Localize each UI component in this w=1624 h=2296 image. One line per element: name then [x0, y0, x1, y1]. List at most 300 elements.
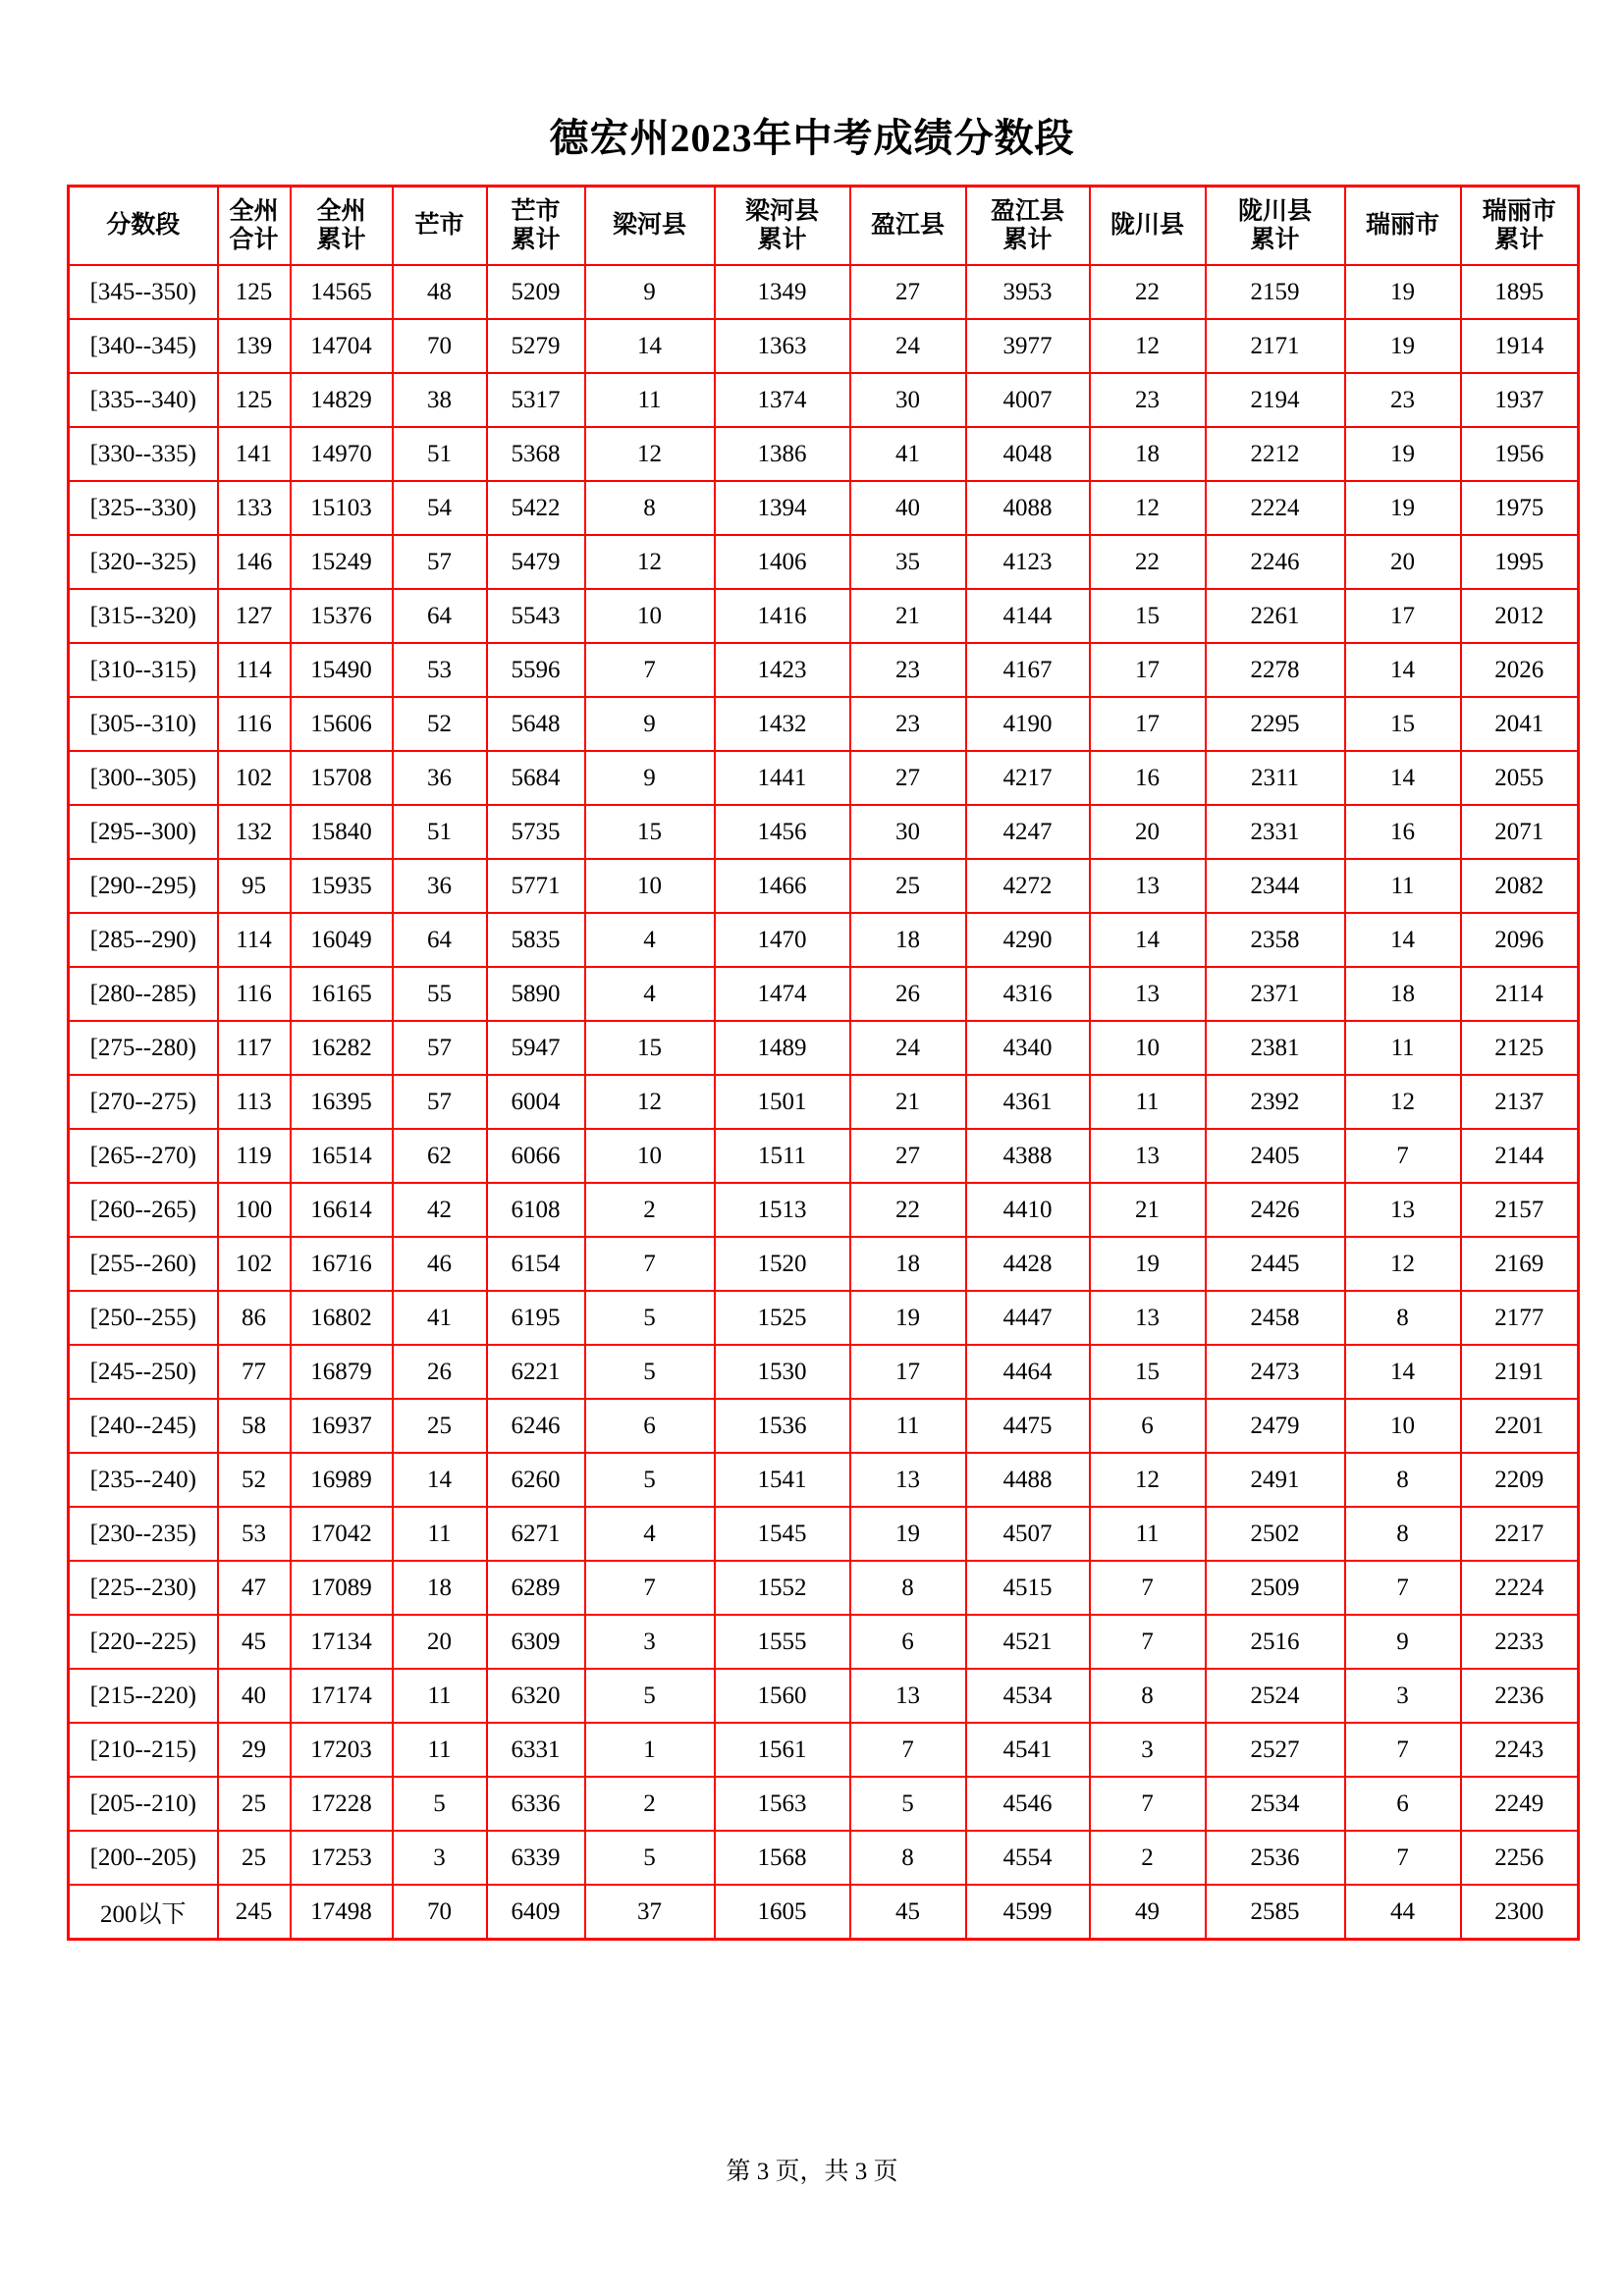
data-cell: 2041 — [1461, 697, 1579, 751]
score-band-cell: [335--340) — [69, 373, 218, 427]
data-cell: 55 — [393, 967, 487, 1021]
data-cell: 22 — [1090, 265, 1206, 319]
data-cell: 2 — [585, 1777, 715, 1831]
score-band-cell: [220--225) — [69, 1615, 218, 1669]
data-cell: 2169 — [1461, 1237, 1579, 1291]
data-cell: 16879 — [291, 1345, 393, 1399]
data-cell: 4507 — [966, 1507, 1090, 1561]
data-cell: 2331 — [1206, 805, 1345, 859]
score-band-cell: [325--330) — [69, 481, 218, 535]
table-row — [69, 1183, 1579, 1237]
score-band-cell: [340--345) — [69, 319, 218, 373]
column-header-10 — [1206, 187, 1345, 266]
data-cell: 25 — [393, 1399, 487, 1453]
data-cell: 6 — [1090, 1399, 1206, 1453]
data-cell: 17498 — [291, 1885, 393, 1940]
data-cell: 2249 — [1461, 1777, 1579, 1831]
data-cell: 17 — [1345, 589, 1461, 643]
data-cell: 4340 — [966, 1021, 1090, 1075]
data-cell: 5 — [585, 1453, 715, 1507]
data-cell: 1956 — [1461, 427, 1579, 481]
table-row — [69, 1021, 1579, 1075]
data-cell: 2209 — [1461, 1453, 1579, 1507]
data-cell: 12 — [585, 1075, 715, 1129]
score-band-cell: [280--285) — [69, 967, 218, 1021]
data-cell: 133 — [218, 481, 291, 535]
data-cell: 4546 — [966, 1777, 1090, 1831]
data-cell: 4464 — [966, 1345, 1090, 1399]
data-cell: 7 — [585, 1237, 715, 1291]
data-cell: 8 — [1345, 1507, 1461, 1561]
table-row — [69, 1453, 1579, 1507]
score-band-cell: [310--315) — [69, 643, 218, 697]
data-cell: 1530 — [715, 1345, 850, 1399]
data-cell: 5648 — [487, 697, 585, 751]
table-row — [69, 643, 1579, 697]
data-cell: 10 — [1345, 1399, 1461, 1453]
data-cell: 18 — [850, 1237, 966, 1291]
data-cell: 14 — [1345, 1345, 1461, 1399]
data-cell: 18 — [850, 913, 966, 967]
data-cell: 4088 — [966, 481, 1090, 535]
data-cell: 25 — [218, 1831, 291, 1885]
table-row — [69, 481, 1579, 535]
data-cell: 2071 — [1461, 805, 1579, 859]
data-cell: 5 — [393, 1777, 487, 1831]
data-cell: 49 — [1090, 1885, 1206, 1940]
data-cell: 1489 — [715, 1021, 850, 1075]
table-header — [69, 187, 1579, 266]
data-cell: 8 — [1345, 1291, 1461, 1345]
data-cell: 1525 — [715, 1291, 850, 1345]
data-cell: 2194 — [1206, 373, 1345, 427]
column-header-3 — [393, 187, 487, 266]
data-cell: 5684 — [487, 751, 585, 805]
data-cell: 23 — [1345, 373, 1461, 427]
data-cell: 19 — [1090, 1237, 1206, 1291]
data-cell: 16937 — [291, 1399, 393, 1453]
data-cell: 17 — [1090, 697, 1206, 751]
data-cell: 14 — [393, 1453, 487, 1507]
data-cell: 41 — [393, 1291, 487, 1345]
data-cell: 58 — [218, 1399, 291, 1453]
data-cell: 53 — [218, 1507, 291, 1561]
data-cell: 5947 — [487, 1021, 585, 1075]
data-cell: 2114 — [1461, 967, 1579, 1021]
column-header-line1: 瑞丽市 — [1365, 212, 1439, 240]
data-cell: 22 — [1090, 535, 1206, 589]
data-cell: 4290 — [966, 913, 1090, 967]
data-cell: 14565 — [291, 265, 393, 319]
data-cell: 11 — [393, 1669, 487, 1723]
data-cell: 5835 — [487, 913, 585, 967]
data-cell: 21 — [1090, 1183, 1206, 1237]
data-cell: 14 — [1090, 913, 1206, 967]
data-cell: 16989 — [291, 1453, 393, 1507]
data-cell: 27 — [850, 1129, 966, 1183]
data-cell: 1406 — [715, 535, 850, 589]
data-cell: 1441 — [715, 751, 850, 805]
data-cell: 2344 — [1206, 859, 1345, 913]
score-band-cell: [265--270) — [69, 1129, 218, 1183]
data-cell: 37 — [585, 1885, 715, 1940]
data-cell: 2261 — [1206, 589, 1345, 643]
column-header-line1: 全州 — [316, 197, 366, 225]
score-band-cell: [300--305) — [69, 751, 218, 805]
score-band-cell: [230--235) — [69, 1507, 218, 1561]
data-cell: 14 — [1345, 913, 1461, 967]
score-band-cell: [345--350) — [69, 265, 218, 319]
data-cell: 20 — [1090, 805, 1206, 859]
data-cell: 15 — [1090, 589, 1206, 643]
column-header-7 — [850, 187, 966, 266]
data-cell: 4247 — [966, 805, 1090, 859]
data-cell: 4167 — [966, 643, 1090, 697]
data-cell: 57 — [393, 535, 487, 589]
data-cell: 2224 — [1461, 1561, 1579, 1615]
table-row — [69, 967, 1579, 1021]
data-cell: 2381 — [1206, 1021, 1345, 1075]
table-row — [69, 535, 1579, 589]
data-cell: 18 — [1345, 967, 1461, 1021]
data-cell: 15 — [1090, 1345, 1206, 1399]
data-cell: 13 — [850, 1669, 966, 1723]
data-cell: 21 — [850, 1075, 966, 1129]
data-cell: 44 — [1345, 1885, 1461, 1940]
data-cell: 4534 — [966, 1669, 1090, 1723]
data-cell: 2055 — [1461, 751, 1579, 805]
data-cell: 8 — [1345, 1453, 1461, 1507]
data-cell: 6336 — [487, 1777, 585, 1831]
data-cell: 2256 — [1461, 1831, 1579, 1885]
data-cell: 2300 — [1461, 1885, 1579, 1940]
column-header-line1: 芒市 — [414, 212, 464, 240]
data-cell: 4048 — [966, 427, 1090, 481]
data-cell: 54 — [393, 481, 487, 535]
data-cell: 20 — [1345, 535, 1461, 589]
data-cell: 2224 — [1206, 481, 1345, 535]
data-cell: 14970 — [291, 427, 393, 481]
data-cell: 8 — [850, 1831, 966, 1885]
data-cell: 52 — [393, 697, 487, 751]
data-cell: 6409 — [487, 1885, 585, 1940]
data-cell: 62 — [393, 1129, 487, 1183]
data-cell: 16802 — [291, 1291, 393, 1345]
data-cell: 17 — [850, 1345, 966, 1399]
data-cell: 1552 — [715, 1561, 850, 1615]
data-cell: 113 — [218, 1075, 291, 1129]
data-cell: 5368 — [487, 427, 585, 481]
data-cell: 1536 — [715, 1399, 850, 1453]
column-header-line2: 累计 — [511, 227, 561, 253]
score-band-cell: 200以下 — [69, 1885, 218, 1940]
data-cell: 3 — [1345, 1669, 1461, 1723]
data-cell: 6271 — [487, 1507, 585, 1561]
data-cell: 14 — [585, 319, 715, 373]
data-cell: 2527 — [1206, 1723, 1345, 1777]
data-cell: 7 — [1345, 1129, 1461, 1183]
data-cell: 7 — [585, 1561, 715, 1615]
data-cell: 30 — [850, 805, 966, 859]
data-cell: 17203 — [291, 1723, 393, 1777]
data-cell: 19 — [1345, 481, 1461, 535]
data-cell: 45 — [218, 1615, 291, 1669]
data-cell: 2144 — [1461, 1129, 1579, 1183]
score-band-cell: [320--325) — [69, 535, 218, 589]
data-cell: 15490 — [291, 643, 393, 697]
data-cell: 57 — [393, 1021, 487, 1075]
data-cell: 53 — [393, 643, 487, 697]
data-cell: 2479 — [1206, 1399, 1345, 1453]
score-band-cell: [295--300) — [69, 805, 218, 859]
score-band-cell: [270--275) — [69, 1075, 218, 1129]
data-cell: 17089 — [291, 1561, 393, 1615]
data-cell: 70 — [393, 1885, 487, 1940]
score-band-cell: [240--245) — [69, 1399, 218, 1453]
data-cell: 4388 — [966, 1129, 1090, 1183]
column-header-11 — [1345, 187, 1461, 266]
table-row — [69, 751, 1579, 805]
data-cell: 48 — [393, 265, 487, 319]
data-cell: 6154 — [487, 1237, 585, 1291]
data-cell: 7 — [1090, 1777, 1206, 1831]
column-header-line1: 分数段 — [106, 212, 181, 240]
data-cell: 139 — [218, 319, 291, 373]
score-distribution-table — [67, 185, 1580, 1941]
data-cell: 40 — [218, 1669, 291, 1723]
data-cell: 245 — [218, 1885, 291, 1940]
data-cell: 57 — [393, 1075, 487, 1129]
data-cell: 2201 — [1461, 1399, 1579, 1453]
data-cell: 1975 — [1461, 481, 1579, 535]
data-cell: 1 — [585, 1723, 715, 1777]
table-row — [69, 427, 1579, 481]
data-cell: 8 — [585, 481, 715, 535]
data-cell: 16716 — [291, 1237, 393, 1291]
data-cell: 2516 — [1206, 1615, 1345, 1669]
data-cell: 2125 — [1461, 1021, 1579, 1075]
data-cell: 27 — [850, 265, 966, 319]
data-cell: 5771 — [487, 859, 585, 913]
data-cell: 23 — [1090, 373, 1206, 427]
data-cell: 2371 — [1206, 967, 1345, 1021]
data-cell: 4521 — [966, 1615, 1090, 1669]
data-cell: 6339 — [487, 1831, 585, 1885]
data-cell: 6195 — [487, 1291, 585, 1345]
data-cell: 51 — [393, 427, 487, 481]
data-cell: 7 — [850, 1723, 966, 1777]
score-band-cell: [290--295) — [69, 859, 218, 913]
data-cell: 9 — [585, 751, 715, 805]
data-cell: 17134 — [291, 1615, 393, 1669]
data-cell: 1513 — [715, 1183, 850, 1237]
data-cell: 5 — [850, 1777, 966, 1831]
column-header-2 — [291, 187, 393, 266]
column-header-line2: 累计 — [1002, 227, 1053, 253]
data-cell: 2392 — [1206, 1075, 1345, 1129]
score-band-cell: [215--220) — [69, 1669, 218, 1723]
data-cell: 24 — [850, 1021, 966, 1075]
data-cell: 3 — [585, 1615, 715, 1669]
data-cell: 2212 — [1206, 427, 1345, 481]
data-cell: 6221 — [487, 1345, 585, 1399]
data-cell: 19 — [1345, 427, 1461, 481]
data-cell: 2246 — [1206, 535, 1345, 589]
data-cell: 30 — [850, 373, 966, 427]
table-row — [69, 913, 1579, 967]
data-cell: 6320 — [487, 1669, 585, 1723]
table-row — [69, 1291, 1579, 1345]
data-cell: 2311 — [1206, 751, 1345, 805]
data-cell: 2278 — [1206, 643, 1345, 697]
data-cell: 4190 — [966, 697, 1090, 751]
data-cell: 41 — [850, 427, 966, 481]
data-cell: 5422 — [487, 481, 585, 535]
table-row — [69, 1561, 1579, 1615]
table-row — [69, 1831, 1579, 1885]
data-cell: 3 — [393, 1831, 487, 1885]
data-cell: 1363 — [715, 319, 850, 373]
data-cell: 8 — [850, 1561, 966, 1615]
column-header-1 — [218, 187, 291, 266]
data-cell: 5 — [585, 1669, 715, 1723]
data-cell: 4 — [585, 1507, 715, 1561]
data-cell: 9 — [1345, 1615, 1461, 1669]
score-band-cell: [330--335) — [69, 427, 218, 481]
data-cell: 15249 — [291, 535, 393, 589]
data-cell: 17174 — [291, 1669, 393, 1723]
data-cell: 1541 — [715, 1453, 850, 1507]
data-cell: 6066 — [487, 1129, 585, 1183]
data-cell: 17253 — [291, 1831, 393, 1885]
data-cell: 3953 — [966, 265, 1090, 319]
data-cell: 14829 — [291, 373, 393, 427]
data-cell: 16165 — [291, 967, 393, 1021]
column-header-line2: 累计 — [316, 227, 366, 253]
data-cell: 25 — [218, 1777, 291, 1831]
column-header-12 — [1461, 187, 1579, 266]
data-cell: 2 — [1090, 1831, 1206, 1885]
data-cell: 2159 — [1206, 265, 1345, 319]
data-cell: 2358 — [1206, 913, 1345, 967]
data-cell: 12 — [585, 535, 715, 589]
column-header-line2: 累计 — [757, 227, 807, 253]
data-cell: 4488 — [966, 1453, 1090, 1507]
data-cell: 116 — [218, 697, 291, 751]
data-cell: 10 — [1090, 1021, 1206, 1075]
column-header-5 — [585, 187, 715, 266]
data-cell: 15935 — [291, 859, 393, 913]
data-cell: 102 — [218, 751, 291, 805]
data-cell: 5209 — [487, 265, 585, 319]
data-cell: 15 — [585, 805, 715, 859]
data-cell: 4361 — [966, 1075, 1090, 1129]
column-header-line1: 瑞丽市 — [1482, 197, 1556, 225]
data-cell: 2157 — [1461, 1183, 1579, 1237]
data-cell: 4428 — [966, 1237, 1090, 1291]
data-cell: 4515 — [966, 1561, 1090, 1615]
column-header-9 — [1090, 187, 1206, 266]
data-cell: 4554 — [966, 1831, 1090, 1885]
column-header-line1: 陇川县 — [1237, 197, 1312, 225]
data-cell: 1568 — [715, 1831, 850, 1885]
column-header-4 — [487, 187, 585, 266]
data-cell: 10 — [585, 589, 715, 643]
data-cell: 11 — [1090, 1075, 1206, 1129]
data-cell: 5 — [585, 1345, 715, 1399]
data-cell: 15376 — [291, 589, 393, 643]
table-row — [69, 1669, 1579, 1723]
data-cell: 40 — [850, 481, 966, 535]
score-table-container — [0, 185, 1624, 1941]
data-cell: 5 — [585, 1831, 715, 1885]
data-cell: 17 — [1090, 643, 1206, 697]
data-cell: 5317 — [487, 373, 585, 427]
data-cell: 38 — [393, 373, 487, 427]
data-cell: 16614 — [291, 1183, 393, 1237]
data-cell: 5543 — [487, 589, 585, 643]
data-cell: 4541 — [966, 1723, 1090, 1777]
data-cell: 7 — [1090, 1615, 1206, 1669]
table-row — [69, 319, 1579, 373]
data-cell: 2458 — [1206, 1291, 1345, 1345]
data-cell: 25 — [850, 859, 966, 913]
data-cell: 1511 — [715, 1129, 850, 1183]
data-cell: 2171 — [1206, 319, 1345, 373]
data-cell: 1386 — [715, 427, 850, 481]
data-cell: 102 — [218, 1237, 291, 1291]
column-header-line1: 陇川县 — [1110, 212, 1184, 240]
data-cell: 4144 — [966, 589, 1090, 643]
table-row — [69, 1723, 1579, 1777]
data-cell: 127 — [218, 589, 291, 643]
data-cell: 8 — [1090, 1669, 1206, 1723]
data-cell: 1563 — [715, 1777, 850, 1831]
data-cell: 141 — [218, 427, 291, 481]
data-cell: 5279 — [487, 319, 585, 373]
data-cell: 29 — [218, 1723, 291, 1777]
data-cell: 4 — [585, 967, 715, 1021]
column-header-line1: 芒市 — [511, 197, 561, 225]
data-cell: 19 — [1345, 265, 1461, 319]
data-cell: 7 — [585, 643, 715, 697]
data-cell: 1520 — [715, 1237, 850, 1291]
data-cell: 64 — [393, 589, 487, 643]
data-cell: 12 — [1345, 1237, 1461, 1291]
column-header-line1: 梁河县 — [612, 212, 686, 240]
data-cell: 1560 — [715, 1669, 850, 1723]
table-row — [69, 1777, 1579, 1831]
data-cell: 4475 — [966, 1399, 1090, 1453]
score-band-cell: [210--215) — [69, 1723, 218, 1777]
data-cell: 12 — [1090, 481, 1206, 535]
data-cell: 23 — [850, 697, 966, 751]
data-cell: 117 — [218, 1021, 291, 1075]
score-band-cell: [255--260) — [69, 1237, 218, 1291]
score-band-cell: [260--265) — [69, 1183, 218, 1237]
data-cell: 19 — [850, 1507, 966, 1561]
data-cell: 2473 — [1206, 1345, 1345, 1399]
data-cell: 13 — [1345, 1183, 1461, 1237]
table-row — [69, 1507, 1579, 1561]
column-header-line1: 盈江县 — [990, 197, 1064, 225]
data-cell: 4123 — [966, 535, 1090, 589]
table-row — [69, 859, 1579, 913]
data-cell: 2534 — [1206, 1777, 1345, 1831]
data-cell: 11 — [585, 373, 715, 427]
data-cell: 11 — [1090, 1507, 1206, 1561]
data-cell: 77 — [218, 1345, 291, 1399]
